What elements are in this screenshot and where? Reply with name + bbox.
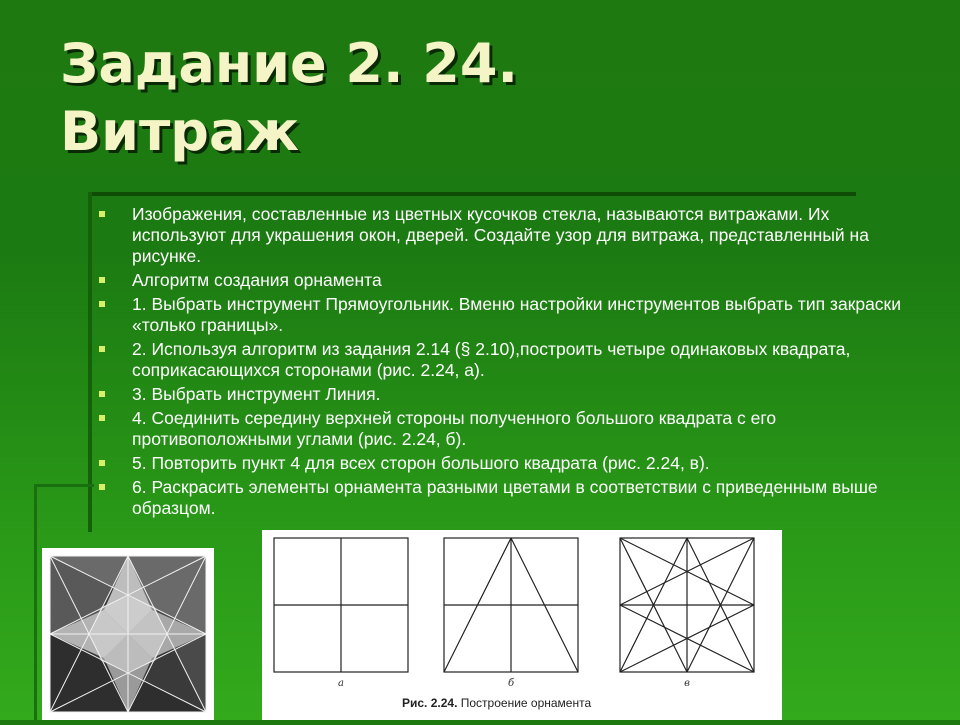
figure-label-a: а: [338, 678, 344, 689]
slide-title-line1: Задание 2. 24.: [60, 32, 518, 95]
stained-glass-pattern-icon: [42, 548, 214, 720]
bullet-list: [98, 204, 928, 522]
figure-caption-text: Построение орнамента: [457, 696, 592, 710]
figure-caption-number: Рис. 2.24.: [402, 696, 458, 710]
slide-title: [60, 30, 518, 166]
decorative-line-mid: [34, 484, 94, 487]
decorative-line-left: [88, 192, 92, 532]
figure-caption: [402, 696, 591, 710]
bullet-item: 2. Используя алгоритм из задания 2.14 (§ 2.10),построить четыре одинаковых квадрата, соприкасающихся сторонами (рис. 2.24, а).: [98, 339, 928, 381]
construction-diagram-icon: [262, 530, 782, 720]
figure-label-v: в: [684, 678, 690, 689]
decorative-line-top: [92, 192, 856, 196]
figure-label-b: б: [507, 678, 515, 689]
bullet-item: Изображения, составленные из цветных кусочков стекла, называются витражами. Их используют для украшения окон, дверей. Создайте узор для витража, представленный на рисунке.: [98, 204, 928, 267]
bullet-item: 4. Соединить середину верхней стороны полученного большого квадрата с его противоположными углами (рис. 2.24, б).: [98, 408, 928, 450]
figure-construction-steps: [262, 530, 782, 720]
slide-title-line2: Витраж: [60, 100, 300, 163]
bullet-item: Алгоритм создания орнамента: [98, 270, 928, 291]
stained-glass-sample-image: [42, 548, 214, 720]
bullet-item: 3. Выбрать инструмент Линия.: [98, 384, 928, 405]
bullet-item: 1. Выбрать инструмент Прямоугольник. Вменю настройки инструментов выбрать тип закраски «только границы».: [98, 294, 928, 336]
bullet-item: 5. Повторить пункт 4 для всех сторон большого квадрата (рис. 2.24, в).: [98, 453, 928, 474]
bullet-item: 6. Раскрасить элементы орнамента разными цветами в соответствии с приведенным выше образцом.: [98, 477, 928, 519]
decorative-line-left-lower: [34, 484, 37, 720]
